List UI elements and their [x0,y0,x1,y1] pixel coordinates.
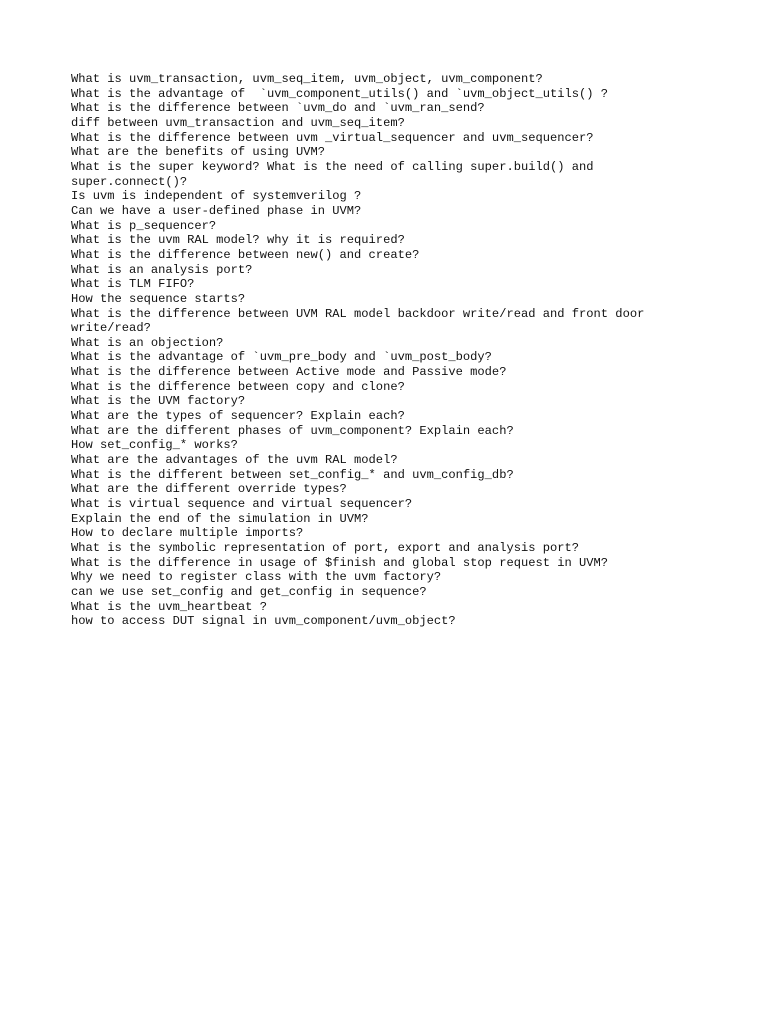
question-line: Why we need to register class with the uvm factory? [71,570,442,585]
question-line: What is the symbolic representation of port, export and analysis port? [71,541,580,555]
question-line: What is the difference between new() and create? [71,247,420,262]
question-line: How set_config_* works? [71,438,238,453]
question-line: What is the difference in usage of $finish and global stop request in UVM? [71,555,609,570]
question-line: What is TLM FIFO? [71,277,195,292]
question-line: What is an analysis port? [71,262,253,277]
question-line: write/read? [71,321,151,336]
question-line: diff between uvm_transaction and uvm_seq_item? [71,115,405,130]
question-line: What are the different override types? [71,482,347,497]
question-line: Can we have a user-defined phase in UVM? [71,203,362,218]
question-line: What is the different between set_config_* and uvm_config_db? [71,467,514,482]
question-line: What is the UVM factory? [71,394,246,409]
question-line: What are the benefits of using UVM? [71,145,326,160]
question-line: What is an objection? [71,335,224,350]
question-line: What is uvm_transaction, uvm_seq_item, uvm_object, uvm_component? [71,72,543,86]
question-line: What is the difference between UVM RAL model backdoor write/read and front door [71,306,645,321]
question-line: What are the types of sequencer? Explain each? [71,409,405,424]
question-line: What is the advantage of `uvm_pre_body and `uvm_post_body? [71,350,492,365]
question-line: What is the uvm_heartbeat ? [71,599,267,614]
question-line: How the sequence starts? [71,291,246,306]
question-line: What is the difference between copy and clone? [71,379,405,394]
question-line: What are the advantages of the uvm RAL model? [71,453,398,468]
question-line: super.connect()? [71,174,188,189]
question-line: What is the difference between uvm _virtual_sequencer and uvm_sequencer? [71,130,594,145]
question-line: Explain the end of the simulation in UVM? [71,511,369,526]
question-line: can we use set_config and get_config in sequence? [71,584,427,599]
question-line: What is the uvm RAL model? why it is required? [71,233,405,248]
question-line: What is the difference between Active mode and Passive mode? [71,365,507,380]
question-line: What is the difference between `uvm_do and `uvm_ran_send? [71,101,485,116]
question-line: What is the advantage of `uvm_component_utils() and `uvm_object_utils() ? [71,86,609,101]
question-line: What is p_sequencer? [71,218,217,233]
question-line: how to access DUT signal in uvm_component/uvm_object? [71,614,456,629]
question-line: What is virtual sequence and virtual sequencer? [71,497,413,512]
question-line: What are the different phases of uvm_component? Explain each? [71,423,514,438]
question-line: Is uvm is independent of systemverilog ? [71,189,362,204]
question-list [71,72,681,629]
question-line: What is the super keyword? What is the need of calling super.build() and [71,159,594,174]
question-line: How to declare multiple imports? [71,526,304,541]
